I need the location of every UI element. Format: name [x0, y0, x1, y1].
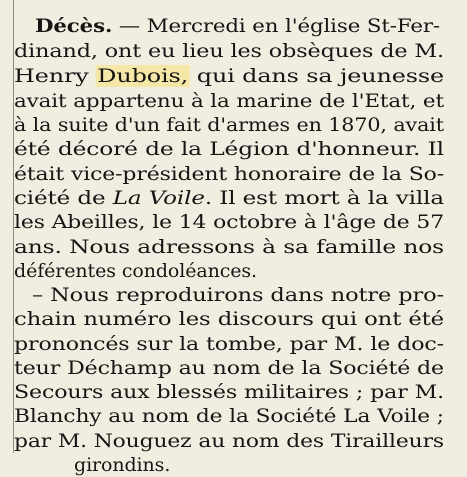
line-4: avait appartenu à la marine de l'Etat, et — [14, 90, 444, 112]
line-19: girondins. — [74, 454, 171, 476]
line-17: Blanchy au nom de la Société La Voile ; — [14, 405, 444, 427]
line-7: était vice-président honoraire de la So- — [14, 163, 444, 185]
line-2: dinand, ont eu lieu les obsèques de M. — [14, 40, 444, 62]
line-1: Décès. — Mercredi en l'église St-Fer- — [35, 15, 440, 37]
line-16: Secours aux blessés militaires ; par M. — [14, 381, 444, 403]
line-12: – Nous reproduirons dans notre pro- — [32, 284, 444, 306]
line-8: ciété de La Voile. Il est mort à la villa — [14, 187, 445, 209]
line-6: été décoré de la Légion d'honneur. Il — [14, 138, 445, 160]
article-text — [14, 0, 467, 476]
line-10: ans. Nous adressons à sa famille nos — [14, 236, 444, 258]
highlighted-name: Dubois, — [97, 65, 189, 87]
line-15: teur Déchamp au nom de la Société de — [14, 357, 444, 379]
line-14: prononcés sur la tombe, par M. le doc- — [14, 333, 444, 355]
publication-name: La Voile — [112, 187, 205, 209]
article-kicker: Décès. — [35, 15, 113, 37]
line-5: à la suite d'un fait d'armes en 1870, avait — [14, 114, 444, 136]
line-3: Henry Dubois, qui dans sa jeunesse — [14, 65, 444, 87]
line-9: les Abeilles, le 14 octobre à l'âge de 57 — [14, 211, 445, 233]
line-18: par M. Nouguez au nom des Tirailleurs — [14, 430, 445, 452]
line-13: chain numéro les discours qui ont été — [14, 308, 445, 330]
line-11: déférentes condoléances. — [14, 260, 257, 282]
